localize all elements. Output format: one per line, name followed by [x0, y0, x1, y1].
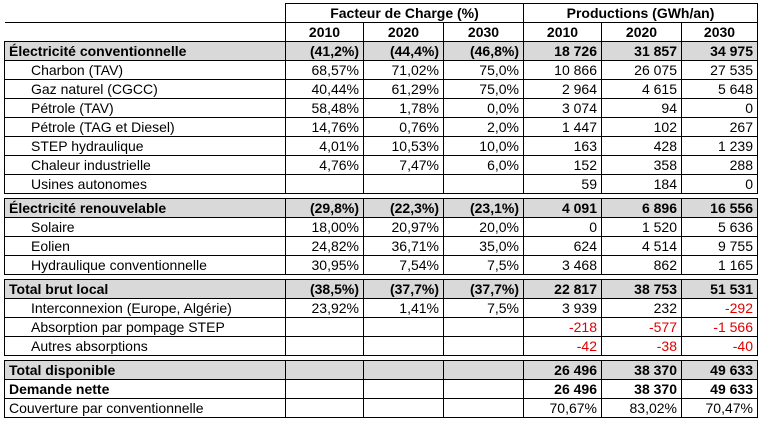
- row-value: 10,53%: [364, 137, 444, 156]
- total-disponible-row: [5, 361, 758, 380]
- table-row: [5, 299, 758, 318]
- row-value: 83,02%: [602, 399, 682, 418]
- row-value: 1 165: [682, 256, 758, 275]
- row-value: [286, 380, 364, 399]
- table-row: [5, 61, 758, 80]
- row-value: 0: [682, 175, 758, 194]
- row-value: 34 975: [682, 42, 758, 61]
- row-value: [286, 399, 364, 418]
- row-value: 6,0%: [444, 156, 524, 175]
- row-value: [286, 175, 364, 194]
- row-value: 1 239: [682, 137, 758, 156]
- row-value: 70,47%: [682, 399, 758, 418]
- row-value: [364, 380, 444, 399]
- row-value: (38,5%): [286, 280, 364, 299]
- row-value: [444, 318, 524, 337]
- table-row: [5, 337, 758, 356]
- table-row: [5, 218, 758, 237]
- row-value: 624: [524, 237, 602, 256]
- row-value: 102: [602, 118, 682, 137]
- row-value: -218: [524, 318, 602, 337]
- table-row: [5, 156, 758, 175]
- row-value: 27 535: [682, 61, 758, 80]
- row-value: 4 615: [602, 80, 682, 99]
- row-value: 1 447: [524, 118, 602, 137]
- section-title-row: [5, 199, 758, 218]
- row-label: Électricité conventionnelle: [5, 42, 286, 61]
- row-value: 2,0%: [444, 118, 524, 137]
- row-value: 26 496: [524, 380, 602, 399]
- row-value: 862: [602, 256, 682, 275]
- row-value: 5 636: [682, 218, 758, 237]
- row-value: 18 726: [524, 42, 602, 61]
- row-label: Hydraulique conventionnelle: [5, 256, 286, 275]
- row-value: 70,67%: [524, 399, 602, 418]
- row-label: Usines autonomes: [5, 175, 286, 194]
- section-title-row: [5, 280, 758, 299]
- row-value: 68,57%: [286, 61, 364, 80]
- header-facteur: Facteur de Charge (%): [286, 4, 524, 23]
- table-row: [5, 99, 758, 118]
- row-label: Charbon (TAV): [5, 61, 286, 80]
- demande-nette-row: [5, 380, 758, 399]
- row-value: 0,76%: [364, 118, 444, 137]
- table-row: [5, 237, 758, 256]
- row-value: [364, 361, 444, 380]
- row-value: 3 074: [524, 99, 602, 118]
- row-value: 7,54%: [364, 256, 444, 275]
- row-value: 31 857: [602, 42, 682, 61]
- row-value: 5 648: [682, 80, 758, 99]
- row-value: 18,00%: [286, 218, 364, 237]
- row-value: 23,92%: [286, 299, 364, 318]
- header-group-row: [5, 4, 758, 23]
- row-value: 3 939: [524, 299, 602, 318]
- row-value: 7,5%: [444, 256, 524, 275]
- row-value: 288: [682, 156, 758, 175]
- row-value: 38 370: [602, 380, 682, 399]
- row-value: (22,3%): [364, 199, 444, 218]
- row-value: 6 896: [602, 199, 682, 218]
- table-row: [5, 137, 758, 156]
- row-label: STEP hydraulique: [5, 137, 286, 156]
- row-value: 1 520: [602, 218, 682, 237]
- row-label: Total brut local: [5, 280, 286, 299]
- row-value: [364, 399, 444, 418]
- row-label: Total disponible: [5, 361, 286, 380]
- row-value: 20,0%: [444, 218, 524, 237]
- row-label: Autres absorptions: [5, 337, 286, 356]
- row-value: 36,71%: [364, 237, 444, 256]
- row-value: 22 817: [524, 280, 602, 299]
- row-value: 94: [602, 99, 682, 118]
- row-value: 3 468: [524, 256, 602, 275]
- table-row: [5, 256, 758, 275]
- row-label: Gaz naturel (CGCC): [5, 80, 286, 99]
- row-value: 26 496: [524, 361, 602, 380]
- row-value: -1 566: [682, 318, 758, 337]
- row-value: 75,0%: [444, 61, 524, 80]
- row-value: [286, 361, 364, 380]
- row-value: 4,01%: [286, 137, 364, 156]
- table-row: [5, 118, 758, 137]
- row-label: Solaire: [5, 218, 286, 237]
- row-value: 0,0%: [444, 99, 524, 118]
- row-value: (37,7%): [444, 280, 524, 299]
- row-value: 10,0%: [444, 137, 524, 156]
- row-value: 428: [602, 137, 682, 156]
- row-value: [444, 175, 524, 194]
- header-blank: [5, 4, 286, 23]
- row-value: (23,1%): [444, 199, 524, 218]
- year-prod-2030: 2030: [682, 23, 758, 42]
- table-row: [5, 318, 758, 337]
- row-value: 40,44%: [286, 80, 364, 99]
- row-label: Eolien: [5, 237, 286, 256]
- header-blank: [5, 23, 286, 42]
- row-value: [364, 337, 444, 356]
- table-row: [5, 80, 758, 99]
- row-value: 4 514: [602, 237, 682, 256]
- row-value: 20,97%: [364, 218, 444, 237]
- row-value: 358: [602, 156, 682, 175]
- row-value: [364, 175, 444, 194]
- row-value: -42: [524, 337, 602, 356]
- year-facteur-2010: 2010: [286, 23, 364, 42]
- row-value: 49 633: [682, 380, 758, 399]
- row-value: 2 964: [524, 80, 602, 99]
- row-value: -40: [682, 337, 758, 356]
- row-value: 24,82%: [286, 237, 364, 256]
- row-value: [286, 318, 364, 337]
- row-label: Chaleur industrielle: [5, 156, 286, 175]
- row-value: 4 091: [524, 199, 602, 218]
- row-value: 9 755: [682, 237, 758, 256]
- row-value: 38 753: [602, 280, 682, 299]
- row-label: Demande nette: [5, 380, 286, 399]
- row-value: 267: [682, 118, 758, 137]
- row-value: (44,4%): [364, 42, 444, 61]
- row-label: Couverture par conventionnelle: [5, 399, 286, 418]
- row-value: 58,48%: [286, 99, 364, 118]
- row-value: 16 556: [682, 199, 758, 218]
- row-value: [444, 380, 524, 399]
- year-prod-2010: 2010: [524, 23, 602, 42]
- row-value: 163: [524, 137, 602, 156]
- row-value: 1,41%: [364, 299, 444, 318]
- row-value: 30,95%: [286, 256, 364, 275]
- row-value: 7,5%: [444, 299, 524, 318]
- row-value: -38: [602, 337, 682, 356]
- row-value: 51 531: [682, 280, 758, 299]
- row-value: 71,02%: [364, 61, 444, 80]
- row-value: [444, 361, 524, 380]
- row-value: 49 633: [682, 361, 758, 380]
- row-value: 10 866: [524, 61, 602, 80]
- row-value: [444, 337, 524, 356]
- row-value: 61,29%: [364, 80, 444, 99]
- row-value: 35,0%: [444, 237, 524, 256]
- row-value: 152: [524, 156, 602, 175]
- row-value: 184: [602, 175, 682, 194]
- row-value: [286, 337, 364, 356]
- row-value: 0: [682, 99, 758, 118]
- row-label: Pétrole (TAG et Diesel): [5, 118, 286, 137]
- energy-table: [4, 3, 758, 418]
- header-years-row: [5, 23, 758, 42]
- year-facteur-2020: 2020: [364, 23, 444, 42]
- year-facteur-2030: 2030: [444, 23, 524, 42]
- row-value: 1,78%: [364, 99, 444, 118]
- row-value: 59: [524, 175, 602, 194]
- row-value: (46,8%): [444, 42, 524, 61]
- row-value: 75,0%: [444, 80, 524, 99]
- row-value: 38 370: [602, 361, 682, 380]
- row-label: Électricité renouvelable: [5, 199, 286, 218]
- row-value: 0: [524, 218, 602, 237]
- row-value: [444, 399, 524, 418]
- row-label: Pétrole (TAV): [5, 99, 286, 118]
- row-value: 14,76%: [286, 118, 364, 137]
- year-prod-2020: 2020: [602, 23, 682, 42]
- row-label: Absorption par pompage STEP: [5, 318, 286, 337]
- row-value: (41,2%): [286, 42, 364, 61]
- row-value: (37,7%): [364, 280, 444, 299]
- couverture-row: [5, 399, 758, 418]
- row-value: 4,76%: [286, 156, 364, 175]
- row-value: 26 075: [602, 61, 682, 80]
- row-value: -577: [602, 318, 682, 337]
- row-value: (29,8%): [286, 199, 364, 218]
- row-value: -292: [682, 299, 758, 318]
- row-value: 232: [602, 299, 682, 318]
- section-title-row: [5, 42, 758, 61]
- header-productions: Productions (GWh/an): [524, 4, 758, 23]
- row-value: 7,47%: [364, 156, 444, 175]
- row-label: Interconnexion (Europe, Algérie): [5, 299, 286, 318]
- table-row: [5, 175, 758, 194]
- row-value: [364, 318, 444, 337]
